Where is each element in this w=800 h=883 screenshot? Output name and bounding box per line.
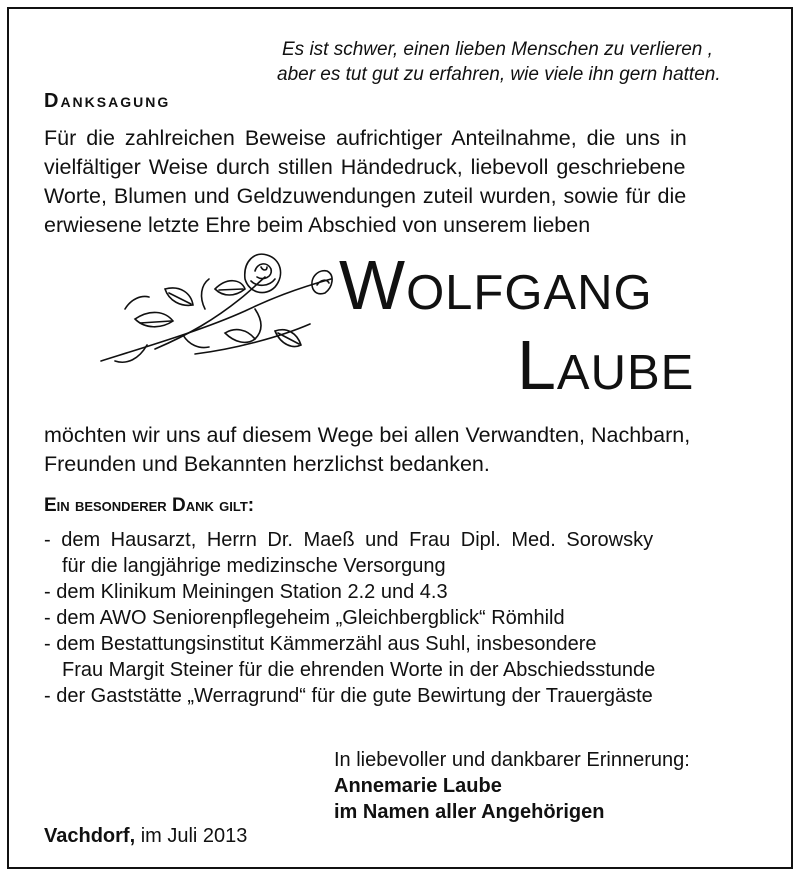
heading: Danksagung bbox=[44, 90, 171, 112]
signer-note: im Namen aller Angehörigen bbox=[334, 801, 605, 823]
special-thanks-heading: Ein besonderer Dank gilt: bbox=[44, 495, 255, 516]
quote bbox=[239, 37, 779, 87]
special-thanks-list bbox=[44, 527, 774, 709]
intro-line: Worte, Blumen und Geldzuwendungen zuteil wurden, sowie für die bbox=[44, 184, 687, 208]
last-name: Laube bbox=[517, 326, 695, 404]
thanks-line: möchten wir uns auf diesem Wege bei allen Verwandten, Nachbarn, bbox=[44, 423, 691, 447]
thanks-line: Freunden und Bekannten herzlichst bedanken. bbox=[44, 452, 490, 476]
intro-line: vielfältiger Weise durch stillen Händedruck, liebevoll geschriebene bbox=[44, 155, 686, 179]
list-item: für die langjährige medizinsche Versorgung bbox=[62, 555, 446, 577]
first-name: Wolfgang bbox=[339, 246, 653, 324]
list-item: - dem Klinikum Meiningen Station 2.2 und 4.3 bbox=[44, 581, 448, 603]
notice-frame bbox=[7, 7, 793, 869]
intro-line: erwiesene letzte Ehre beim Abschied von unserem lieben bbox=[44, 213, 591, 237]
signer-name: Annemarie Laube bbox=[334, 775, 502, 797]
rose-branch-icon bbox=[95, 249, 341, 379]
intro-line: Für die zahlreichen Beweise aufrichtiger Anteilnahme, die uns in bbox=[44, 126, 687, 150]
list-item: - der Gaststätte „Werragrund“ für die gute Bewirtung der Trauergäste bbox=[44, 685, 653, 707]
date: im Juli 2013 bbox=[140, 825, 248, 847]
list-item: - dem AWO Seniorenpflegeheim „Gleichbergblick“ Römhild bbox=[44, 607, 565, 629]
intro-text bbox=[44, 124, 769, 240]
quote-line-1: Es ist schwer, einen lieben Menschen zu verlieren , bbox=[282, 39, 713, 60]
closing bbox=[334, 747, 690, 825]
place-date bbox=[44, 825, 247, 848]
list-item: - dem Bestattungsinstitut Kämmerzähl aus Suhl, insbesondere bbox=[44, 633, 597, 655]
quote-line-2: aber es tut gut zu erfahren, wie viele ihn gern hatten. bbox=[277, 64, 721, 85]
thanks-text bbox=[44, 421, 769, 479]
town: Vachdorf, bbox=[44, 825, 136, 847]
list-item: Frau Margit Steiner für die ehrenden Worte in der Abschiedsstunde bbox=[62, 659, 656, 681]
list-item: - dem Hausarzt, Herrn Dr. Maeß und Frau Dipl. Med. Sorowsky bbox=[44, 529, 654, 551]
closing-line: In liebevoller und dankbarer Erinnerung: bbox=[334, 749, 690, 771]
